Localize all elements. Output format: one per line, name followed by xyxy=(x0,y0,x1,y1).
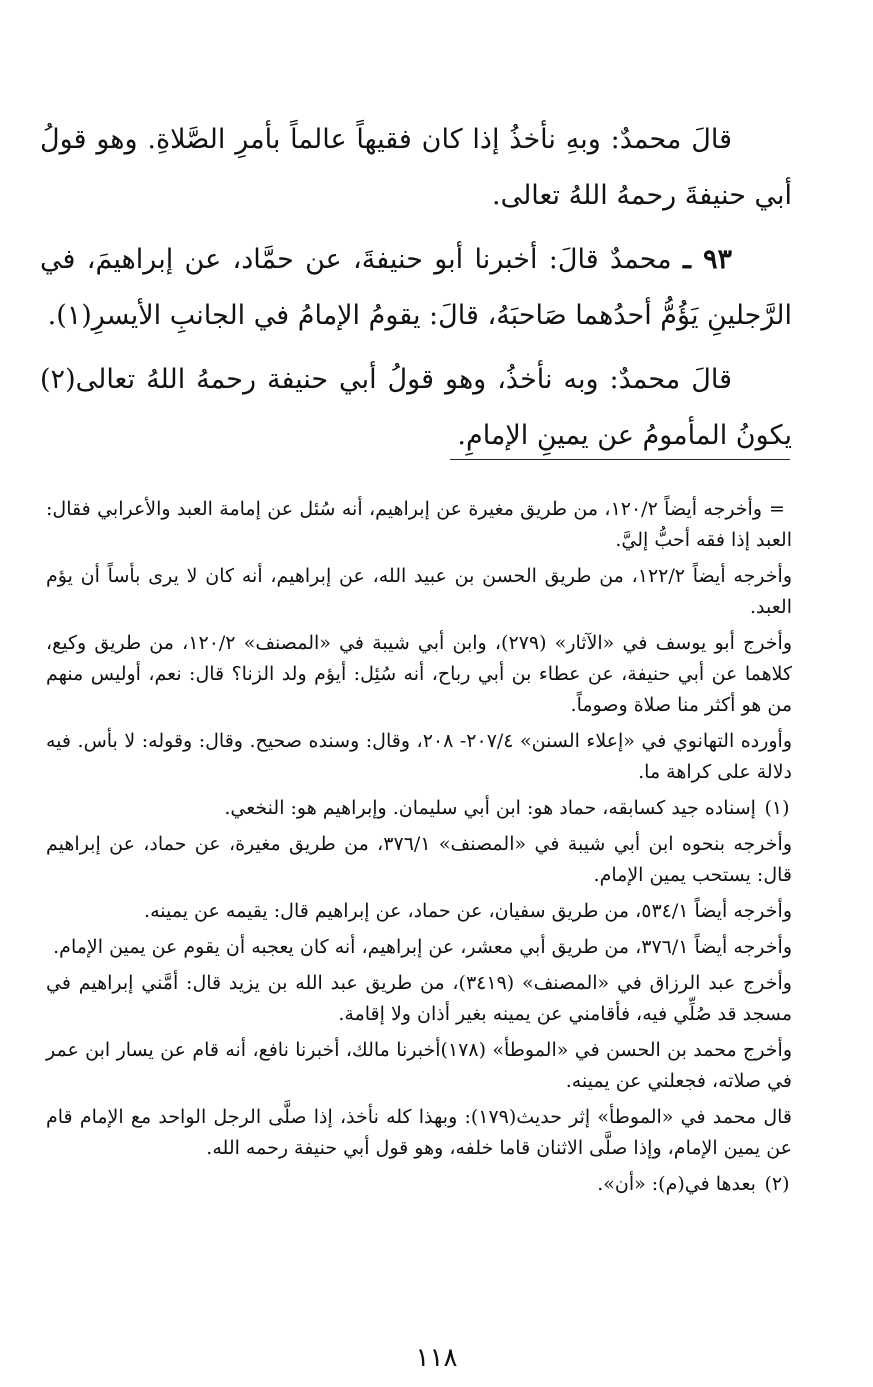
footnote-text: وأخرج محمد بن الحسن في «الموطأ» (١٧٨)أخبرنا مالك، أخبرنا نافع، أنه قام عن يسار ابن عمر في صلاته، فجعلني عن يمينه. xyxy=(46,1039,792,1092)
footnote-text: وأورده التهانوي في «إعلاء السنن» ٢٠٧/٤- ٢٠٨، وقال: وسنده صحيح. وقال: وقوله: لا بأس. فيه دلالة على كراهة ما. xyxy=(46,730,792,783)
footnote-text: وأخرج عبد الرزاق في «المصنف» (٣٤١٩)، من طريق عبد الله بن يزيد قال: أمَّني إبراهيم في مسجد قد صُلِّي فيه، فأقامني عن يمينه بغير أذان ولا إقامة. xyxy=(46,972,792,1025)
footnote xyxy=(46,793,792,824)
footnote-mark: (١) xyxy=(764,797,790,819)
footnote xyxy=(46,932,792,963)
footnote-text: وأخرجه أيضاً ١٢٠/٢، من طريق مغيرة عن إبراهيم، أنه سُئل عن إمامة العبد والأعرابي فقال: العبد إذا فقه أحبُّ إليَّ. xyxy=(46,498,792,551)
footnote xyxy=(46,1102,792,1164)
footnotes xyxy=(46,494,792,1205)
footnote-mark: = xyxy=(769,498,785,520)
footnote-text: بعدها في(م): «أن». xyxy=(597,1173,756,1195)
footnote xyxy=(46,896,792,927)
footnote xyxy=(46,968,792,1030)
footnote-text: وأخرج أبو يوسف في «الآثار» (٢٧٩)، وابن أبي شيبة في «المصنف» ١٢٠/٢، من طريق وكيع، كلاهما عن أبي حنيفة، عن عطاء بن أبي رباح، أنه سُئِل: أيؤم ولد الزنا؟ قال: نعم، أوليس منهم من هو أكثر منا صلاة وصوماً. xyxy=(46,632,792,716)
footnote xyxy=(46,829,792,891)
footnote xyxy=(46,726,792,788)
footnote-text: إسناده جيد كسابقه، حماد هو: ابن أبي سليمان. وإبراهيم هو: النخعي. xyxy=(224,797,756,819)
hadith-number: ٩٣ ـ xyxy=(682,244,732,275)
paragraph-2-text: محمدٌ قالَ: أخبرنا أبو حنيفةَ، عن حمَّاد، عن إبراهيمَ، في الرَّجلينِ يَؤُمُّ أحدُهما صَاحبَهُ، قالَ: يقومُ الإمامُ في الجانبِ الأيسرِ(١). xyxy=(40,244,792,331)
footnote xyxy=(46,561,792,623)
footnote-text: قال محمد في «الموطأ» إثر حديث(١٧٩): وبهذا كله نأخذ، إذا صلَّى الرجل الواحد مع الإمام قام عن يمين الإمام، وإذا صلَّى الاثنان قاما خلفه، وهو قول أبي حنيفة رحمه الله. xyxy=(46,1106,792,1159)
footnote-mark: (٢) xyxy=(764,1173,790,1195)
footnote-text: وأخرجه أيضاً ٥٣٤/١، من طريق سفيان، عن حماد، عن إبراهيم قال: يقيمه عن يمينه. xyxy=(144,900,792,922)
paragraph-2 xyxy=(40,232,792,344)
footnote xyxy=(46,628,792,721)
footnote xyxy=(46,494,792,556)
footnote xyxy=(46,1035,792,1097)
footnote-text: وأخرجه بنحوه ابن أبي شيبة في «المصنف» ٣٧٦/١، من طريق مغيرة، عن حماد، عن إبراهيم قال: يستحب يمين الإمام. xyxy=(46,833,792,886)
footnote-text: وأخرجه أيضاً ٣٧٦/١، من طريق أبي معشر، عن إبراهيم، أنه كان يعجبه أن يقوم عن يمين الإمام. xyxy=(53,936,792,958)
paragraph-1: قالَ محمدٌ: وبهِ نأخذُ إذا كان فقيهاً عالماً بأمرِ الصَّلاةِ. وهو قولُ أبي حنيفةَ رحمهُ اللهُ تعالى. xyxy=(40,124,792,211)
paragraph-3: قالَ محمدٌ: وبه نأخذُ، وهو قولُ أبي حنيفة رحمهُ اللهُ تعالى(٢) يكونُ المأمومُ عن يمينِ الإمامِ. xyxy=(40,364,792,451)
footnote-separator xyxy=(450,459,790,460)
page-number: ١١٨ xyxy=(415,1343,458,1373)
footnote xyxy=(46,1169,792,1200)
main-text xyxy=(40,112,792,472)
footnote-text: وأخرجه أيضاً ١٢٢/٢، من طريق الحسن بن عبيد الله، عن إبراهيم، أنه كان لا يرى بأساً أن يؤم العبد. xyxy=(46,565,792,618)
